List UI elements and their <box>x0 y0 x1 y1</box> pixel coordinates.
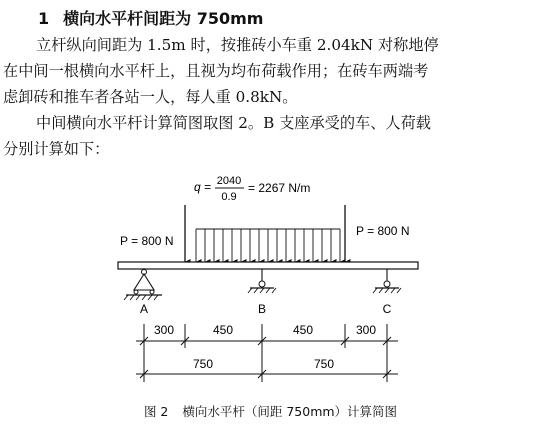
support-c <box>373 269 401 293</box>
point-load-left-label: P = 800 N <box>120 234 174 248</box>
section-number: 1 <box>38 9 50 28</box>
load-q-denominator: 0.9 <box>221 191 237 203</box>
beam <box>118 262 418 269</box>
dim-label: 300 <box>355 323 377 337</box>
paragraph-line: 立杆纵向间距为 1.5m 时，按推砖小车重 2.04kN 对称地停 <box>36 36 439 54</box>
distributed-load-arrows <box>196 229 340 262</box>
point-load-right-label: P = 800 N <box>356 224 410 238</box>
paragraph-line: 中间横向水平杆计算简图取图 2。B 支座承受的车、人荷载 <box>36 114 431 132</box>
load-q-numerator: 2040 <box>216 175 242 187</box>
dim-label: 750 <box>192 357 214 371</box>
load-q-result: = 2267 N/m <box>248 181 311 195</box>
figure-caption-text: 横向水平杆（间距 750mm）计算简图 <box>182 404 398 419</box>
figure-number: 图 2 <box>143 404 169 419</box>
support-a <box>124 270 162 301</box>
section-title: 横向水平杆间距为 750mm <box>63 9 264 28</box>
dim-label: 450 <box>292 323 314 337</box>
paragraph-line: 在中间一根横向水平杆上，且视为均布荷载作用；在砖车两端考 <box>3 62 429 80</box>
support-b-label: B <box>257 302 267 316</box>
dim-label: 750 <box>313 357 335 371</box>
support-c-label: C <box>382 302 392 316</box>
support-b <box>248 269 276 293</box>
dim-label: 300 <box>153 323 175 337</box>
figure-caption <box>0 402 541 420</box>
support-a-label: A <box>139 302 149 316</box>
load-q-prefix: q = <box>193 180 211 194</box>
paragraph-line: 分别计算如下： <box>3 140 110 158</box>
dim-label: 450 <box>212 323 234 337</box>
paragraph-line: 虑卸砖和推车者各站一人，每人重 0.8kN。 <box>3 88 298 106</box>
